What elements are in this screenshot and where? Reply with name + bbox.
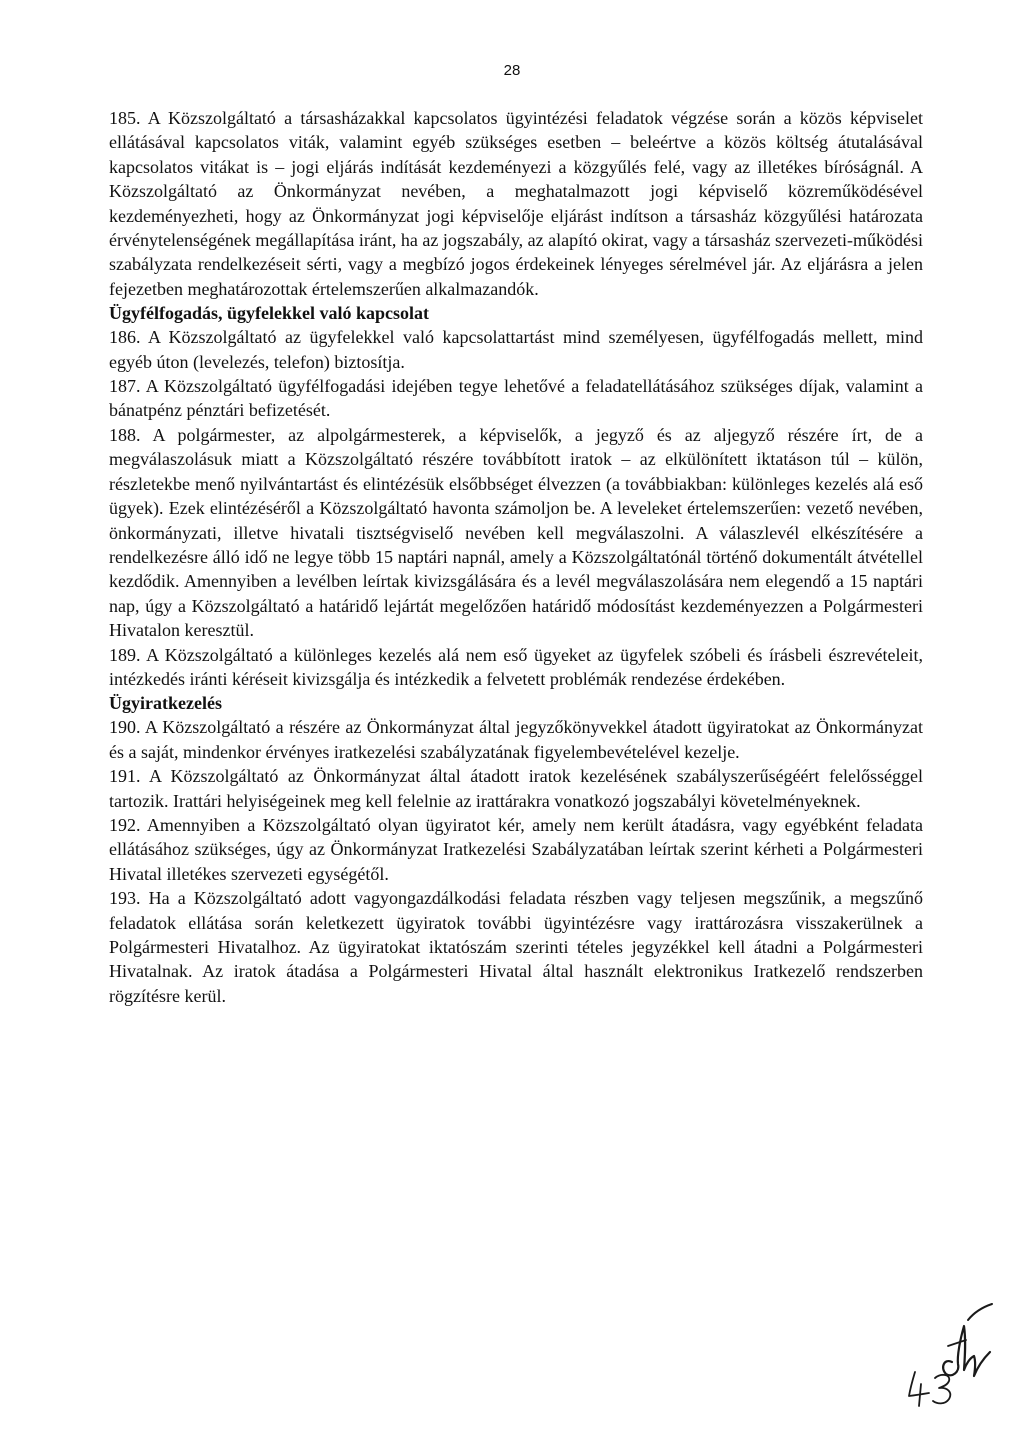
handwritten-page-number <box>903 1364 963 1410</box>
section-heading-ugyfelfogadas: Ügyfélfogadás, ügyfelekkel való kapcsolat <box>109 303 430 324</box>
paragraph-193: 193. Ha a Közszolgáltató adott vagyongazdálkodási feladata részben vagy teljesen megszűnik, a megszűnő feladatok ellátása során keletkezett ügyiratok további ügyintézésre vagy irattározásra visszakerülnek a Polgármesteri Hivatalhoz. Az ügyiratokat iktatószám szerinti tételes jegyzékkel kell átadni a Polgármesteri Hivatalnak. Az iratok átadása a Polgármesteri Hivatal által használt elektronikus Iratkezelő rendszerben rögzítésre kerül. <box>109 888 923 1006</box>
paragraph-190: 190. A Közszolgáltató a részére az Önkormányzat által jegyzőkönyvekkel átadott ügyiratokat az Önkormányzat és a saját, mindenkor érvényes iratkezelési szabályzatának figyelembevételével kezelje. <box>109 717 923 762</box>
paragraph-186: 186. A Közszolgáltató az ügyfelekkel való kapcsolattartást mind személyesen, ügyfélfogadás mellett, mind egyéb úton (levelezés, telefon) biztosítja. <box>109 327 923 372</box>
document-body <box>109 106 923 1008</box>
paragraph-185: 185. A Közszolgáltató a társasházakkal kapcsolatos ügyintézési feladatok végzése során a közös képviselet ellátásával kapcsolatos viták, valamint egyéb szükséges esetben – beleértve a közös költség átutalásával kapcsolatos vitákat is – jogi eljárás indítását kezdeményezi a közgyűlés felé, vagy az illetékes bíróságnál. A Közszolgáltató az Önkormányzat nevében, a meghatalmazott jogi képviselő közreműködésével kezdeményezheti, hogy az Önkormányzat jogi képviselője eljárást indítson a társasház közgyűlési határozata érvénytelenségének megállapítása iránt, ha az jogszabály, az alapító okirat, vagy a társasház szervezeti-működési szabályzata rendelkezéseit sérti, vagy a megbízó jogos érdekeinek lényeges sérelmével jár. Az eljárásra a jelen fejezetben meghatározottak értelemszerűen alkalmazandók. <box>109 108 923 299</box>
paragraph-187: 187. A Közszolgáltató ügyfélfogadási idejében tegye lehetővé a feladatellátásához szükséges díjak, valamint a bánatpénz pénztári befizetését. <box>109 376 923 421</box>
paragraph-188: 188. A polgármester, az alpolgármesterek, a képviselők, a jegyző és az aljegyző részére írt, de a megválaszolásuk miatt a Közszolgáltató részére továbbított iratok – az elkülönített iktatáson túl – külön, részletekbe menő nyilvántartást és elintézésük elsőbbséget élvezzen (a továbbiakban: különleges kezelés alá eső ügyek). Ezek elintézéséről a Közszolgáltató havonta számoljon be. A leveleket értelemszerűen: vezető nevében, önkormányzati, illetve hivatali tisztségviselő nevében kell megválaszolni. A válaszlevél elkészítésére a rendelkezésre álló idő ne legye több 15 naptári napnál, amely a Közszolgáltatónál történő dokumentált átvétellel kezdődik. Amennyiben a levélben leírtak kivizsgálására és a levél megválaszolására nem elegendő a 15 naptári nap, úgy a Közszolgáltató a határidő lejártát megelőzően határidő módosítást kezdeményezzen a Polgármesteri Hivatalon keresztül. <box>109 424 923 641</box>
paragraph-192: 192. Amennyiben a Közszolgáltató olyan ügyiratot kér, amely nem került átadásra, vagy egyébként feladata ellátásához szükséges, úgy az Önkormányzat Iratkezelési Szabályzatában leírtak szerint kérheti a Polgármesteri Hivatal illetékes szervezeti egységétől. <box>109 814 923 884</box>
page-number: 28 <box>503 62 521 79</box>
paragraph-189: 189. A Közszolgáltató a különleges kezelés alá nem eső ügyeket az ügyfelek szóbeli és írásbeli észrevételeit, intézkedés iránti kéréseit kivizsgálja és intézkedik a felvetett problémák rendezése érdekében. <box>109 644 923 689</box>
paragraph-191: 191. A Közszolgáltató az Önkormányzat által átadott iratok kezelésének szabályszerűségéért felelősséggel tartozik. Irattári helyiségeinek meg kell felelnie az irattárakra vonatkozó jogszabályi követelményeknek. <box>109 766 923 811</box>
section-heading-ugyiratkezeles: Ügyiratkezelés <box>109 693 222 714</box>
